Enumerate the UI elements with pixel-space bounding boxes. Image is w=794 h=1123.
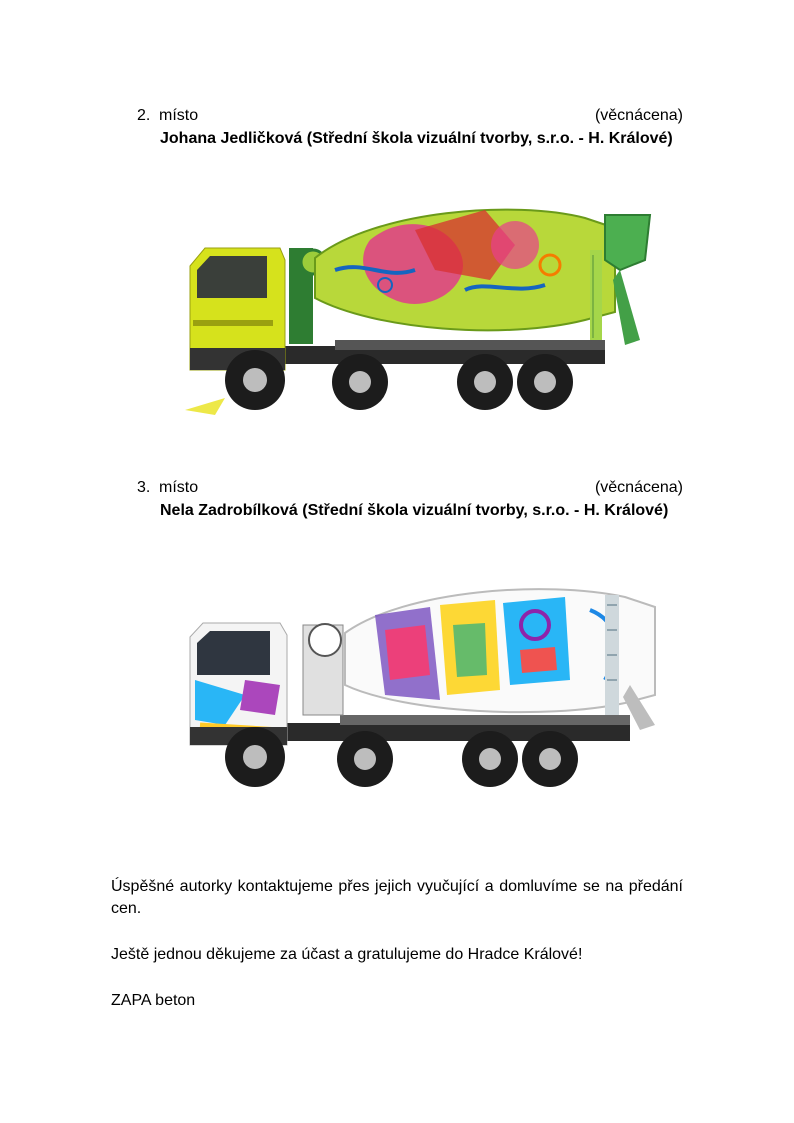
place-label: místo (159, 479, 199, 496)
thanks-paragraph: Ještě jednou děkujeme za účast a gratulujeme do Hradce Králové! (111, 946, 583, 963)
place-number: 3. (137, 479, 151, 496)
signature: ZAPA beton (111, 992, 196, 1009)
place-2-winner: Johana Jedličková (Střední škola vizuální tvorby, s.r.o. - H. Králové) (160, 130, 673, 147)
prize-label: (věcnácena) (594, 479, 683, 496)
place-label: místo (159, 107, 199, 124)
yellow-concrete-mixer-truck-image (185, 170, 655, 425)
place-3-winner: Nela Zadrobílková (Střední škola vizuální tvorby, s.r.o. - H. Králové) (160, 502, 669, 519)
white-concrete-mixer-truck-image (185, 585, 665, 795)
contact-paragraph: Úspěšné autorky kontaktujeme přes jejich vyučující a domluvíme se na předání cen. (111, 878, 683, 917)
place-number: 2. (137, 107, 151, 124)
prize-label: (věcnácena) (594, 107, 683, 124)
